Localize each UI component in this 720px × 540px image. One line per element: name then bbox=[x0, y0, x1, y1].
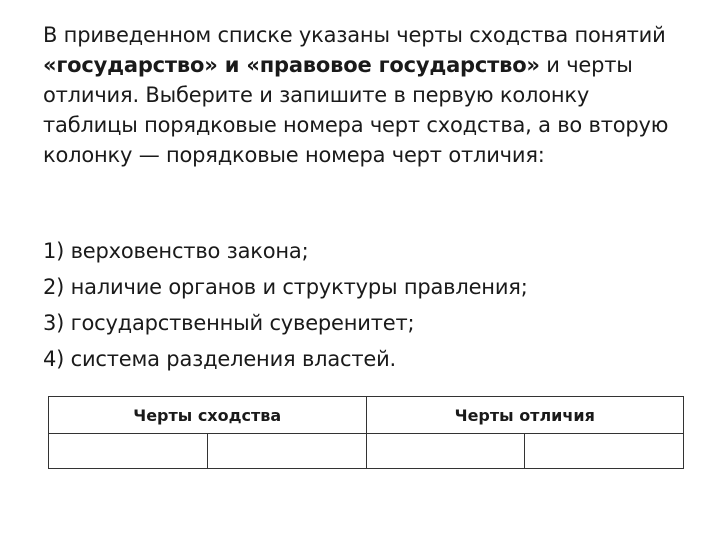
option-item: 2) наличие органов и структуры правления; bbox=[43, 275, 528, 299]
task-part-1: В приведенном списке указаны черты сходства понятий bbox=[43, 23, 666, 47]
term-rule-of-law-state: «правовое государство» bbox=[246, 53, 540, 77]
answer-cell-similarity-1[interactable] bbox=[49, 434, 208, 469]
answer-cell-difference-1[interactable] bbox=[366, 434, 525, 469]
header-differences: Черты отличия bbox=[366, 397, 684, 434]
options-list bbox=[43, 233, 683, 377]
task-paragraph bbox=[43, 20, 683, 170]
option-item: 3) государственный суверенитет; bbox=[43, 311, 415, 335]
term-state: «государство» bbox=[43, 53, 218, 77]
header-similarities: Черты сходства bbox=[49, 397, 367, 434]
task-part-3: и черты отличия. Выберите и запишите в первую колонку таблицы порядковые номера черт сходства, а во вторую колонку — порядковые номера черт отличия: bbox=[43, 53, 669, 167]
answer-cell-similarity-2[interactable] bbox=[207, 434, 366, 469]
task-text bbox=[43, 20, 683, 170]
answer-cell-difference-2[interactable] bbox=[525, 434, 684, 469]
answer-table-header-row bbox=[49, 397, 684, 434]
answer-table bbox=[48, 396, 684, 469]
answer-table-row bbox=[49, 434, 684, 469]
term-conjunction: и bbox=[217, 53, 247, 77]
option-item: 1) верховенство закона; bbox=[43, 239, 309, 263]
option-item: 4) система разделения властей. bbox=[43, 347, 397, 371]
